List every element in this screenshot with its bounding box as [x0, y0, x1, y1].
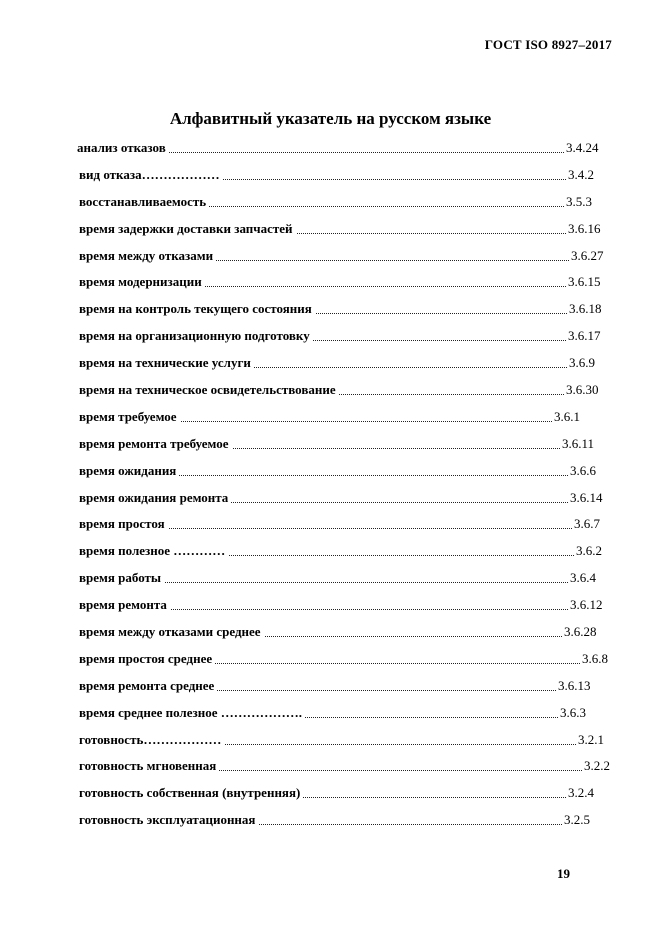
index-entry [0, 677, 661, 704]
index-term: время ремонта среднее [79, 677, 217, 695]
clause-reference: 3.6.8 [582, 650, 608, 666]
clause-reference: 3.6.16 [568, 220, 601, 236]
index-term: готовность собственная (внутренняя) [79, 784, 303, 802]
clause-reference: 3.6.12 [570, 597, 603, 613]
index-term: время на организационную подготовку [79, 327, 313, 345]
clause-reference: 3.6.2 [576, 543, 602, 559]
clause-reference: 3.6.7 [574, 516, 600, 532]
index-term: время задержки доставки запчастей [79, 220, 296, 238]
clause-reference: 3.6.13 [558, 677, 591, 693]
clause-reference: 3.4.2 [568, 166, 594, 182]
index-entry [0, 596, 661, 623]
index-term: время ожидания [79, 462, 179, 480]
clause-reference: 3.2.5 [564, 812, 590, 828]
index-entry [0, 381, 661, 408]
clause-reference: 3.6.14 [570, 489, 603, 505]
index-entry [0, 166, 661, 193]
index-term: восстанавливаемость [79, 193, 209, 211]
index-entry [0, 542, 661, 569]
index-entry [0, 462, 661, 489]
index-entry [0, 623, 661, 650]
index-title: Алфавитный указатель на русском языке [169, 109, 492, 128]
index-entry [0, 273, 661, 300]
clause-reference: 3.6.9 [569, 355, 595, 371]
clause-reference: 3.2.4 [568, 785, 594, 801]
index-term: готовность эксплуатационная [79, 811, 258, 829]
index-entry [0, 569, 661, 596]
index-term: вид отказа……………… [79, 166, 223, 184]
index-term: время между отказами среднее [79, 623, 264, 641]
index-entry [0, 704, 661, 731]
index-entry [0, 489, 661, 516]
index-term: время простоя [79, 515, 168, 533]
clause-reference: 3.2.2 [584, 758, 610, 774]
index-entry [0, 300, 661, 327]
index-entry [0, 757, 661, 784]
clause-reference: 3.6.15 [568, 274, 601, 290]
page-number: 19 [557, 866, 570, 881]
index-term: время на контроль текущего состояния [79, 300, 315, 318]
clause-reference: 3.5.3 [566, 193, 592, 209]
index-term: время полезное ………… [79, 542, 228, 560]
clause-reference: 3.6.30 [566, 382, 599, 398]
index-term: анализ отказов [77, 139, 169, 157]
clause-reference: 3.6.3 [560, 704, 586, 720]
clause-reference: 3.6.17 [568, 328, 601, 344]
index-entry [0, 408, 661, 435]
clause-reference: 3.6.27 [571, 247, 604, 263]
index-entry [0, 515, 661, 542]
clause-reference: 3.6.4 [570, 570, 596, 586]
index-entry [0, 731, 661, 758]
index-term: время требуемое [79, 408, 180, 426]
clause-reference: 3.4.24 [566, 140, 599, 155]
index-entry [0, 247, 661, 274]
index-entry [0, 784, 661, 811]
clause-reference: 3.2.1 [578, 731, 604, 747]
index-term: время модернизации [79, 273, 205, 291]
index-term: время простоя среднее [79, 650, 215, 668]
index-term: время на техническое освидетельствование [79, 381, 339, 399]
index-term: готовность мгновенная [79, 757, 219, 775]
index-term: время ожидания ремонта [79, 489, 231, 507]
index-term: время работы [79, 569, 164, 587]
clause-reference: 3.6.1 [554, 408, 580, 424]
index-entry [0, 220, 661, 247]
clause-reference: 3.6.28 [564, 624, 597, 640]
index-term: готовность……………… [79, 731, 224, 749]
index-entry [0, 435, 661, 462]
index-term: время ремонта требуемое [79, 435, 232, 453]
index-entry-list [0, 139, 661, 838]
index-entry [0, 139, 661, 166]
document-code-header: ГОСТ ISO 8927–2017 [484, 37, 612, 52]
index-term: время среднее полезное ………………. [79, 704, 305, 722]
index-term: время на технические услуги [79, 354, 254, 372]
clause-reference: 3.6.18 [569, 301, 602, 317]
index-entry [0, 193, 661, 220]
index-term: время ремонта [79, 596, 170, 614]
index-entry [0, 650, 661, 677]
index-entry [0, 811, 661, 838]
index-entry [0, 327, 661, 354]
index-entry [0, 354, 661, 381]
clause-reference: 3.6.6 [570, 462, 596, 478]
clause-reference: 3.6.11 [562, 435, 595, 451]
index-term: время между отказами [79, 247, 216, 265]
